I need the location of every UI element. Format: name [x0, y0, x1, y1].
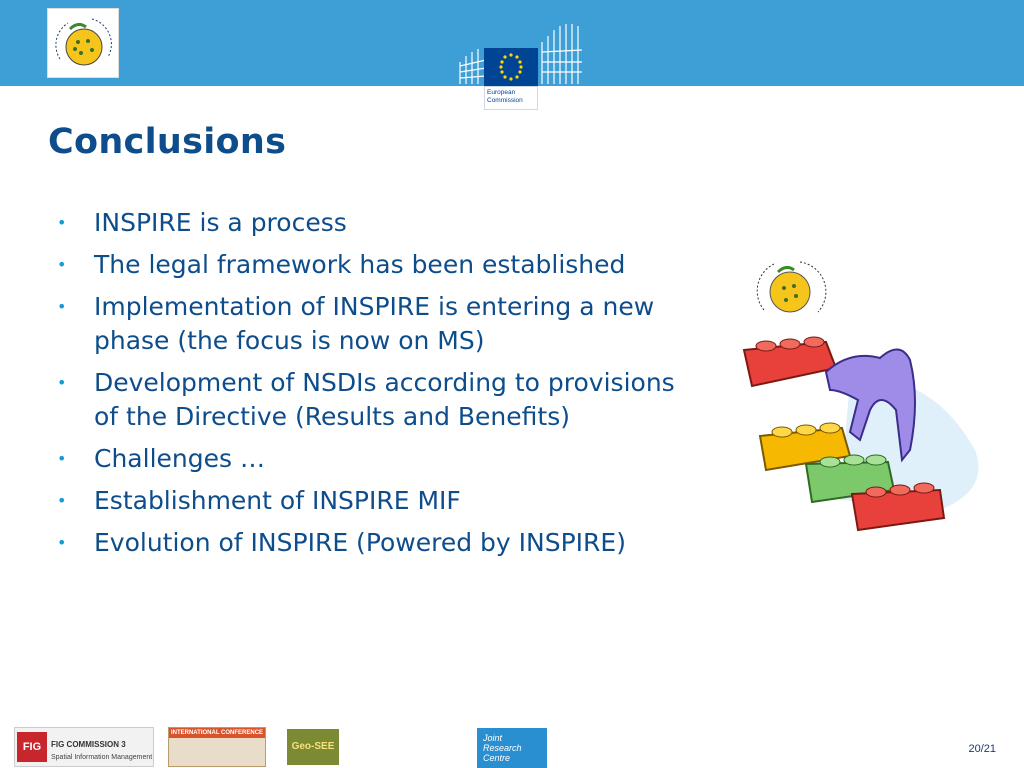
ec-label-line1: European — [487, 89, 516, 96]
inspire-logo-icon — [47, 8, 119, 78]
ec-logo-label — [484, 86, 538, 110]
bullet-item — [52, 248, 712, 282]
person-with-building-blocks-icon — [730, 250, 990, 540]
fig-commission-subtitle: Spatial Information Management — [51, 754, 153, 761]
fig-icon: FIG — [17, 732, 47, 762]
bullet-dot: • — [57, 255, 67, 274]
page-number: 20/21 — [968, 743, 996, 755]
bullet-text: Development of NSDIs according to provisions of the Directive (Results and Benefits) — [94, 368, 675, 431]
bullet-item — [52, 484, 712, 518]
jrc-line3: Centre — [483, 753, 511, 763]
slide-title: Conclusions — [48, 122, 287, 162]
bullet-item — [52, 206, 712, 240]
bullet-dot: • — [57, 297, 67, 316]
jrc-line1: Joint — [483, 733, 503, 743]
bullet-item — [52, 526, 654, 560]
geo-see-logo: Geo-SEE — [287, 729, 339, 765]
bullet-text: The legal framework has been established — [94, 250, 626, 279]
bullet-text: Establishment of INSPIRE MIF — [94, 486, 461, 515]
bullet-text: Evolution of INSPIRE (Powered by INSPIRE) — [94, 528, 626, 557]
fig-commission-label: FIG COMMISSION 3 — [51, 740, 126, 749]
bullet-dot: • — [57, 373, 67, 392]
bullet-item — [52, 442, 712, 476]
fig-commission-logo — [14, 727, 154, 767]
small-inspire-logo-icon — [757, 262, 826, 312]
ec-label-line2: Commission — [487, 97, 523, 104]
bullet-list — [52, 206, 712, 568]
jrc-line2: Research — [483, 743, 522, 753]
conference-label: INTERNATIONAL CONFERENCE — [170, 730, 264, 736]
bullet-item — [52, 290, 694, 358]
bullet-dot: • — [57, 491, 67, 510]
eu-flag-icon — [484, 48, 538, 86]
bullet-dot: • — [57, 213, 67, 232]
bullet-item — [52, 366, 694, 434]
jrc-logo — [477, 728, 547, 768]
bullet-dot: • — [57, 533, 67, 552]
bullet-dot: • — [57, 449, 67, 468]
bullet-text: Challenges … — [94, 444, 265, 473]
conference-logo — [168, 727, 266, 767]
bullet-text: INSPIRE is a process — [94, 208, 347, 237]
bullet-text: Implementation of INSPIRE is entering a new phase (the focus is now on MS) — [94, 292, 655, 355]
